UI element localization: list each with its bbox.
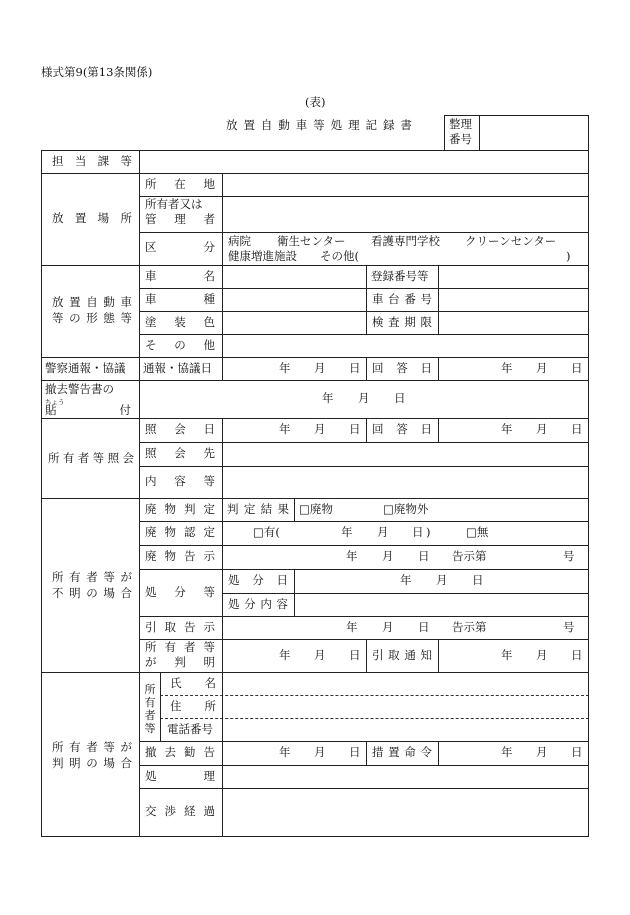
label-char: 命 (404, 745, 416, 759)
label-char: 渉 (164, 804, 176, 818)
vertical-char: 等 (144, 722, 156, 735)
hanmei-label-2 (52, 758, 132, 770)
date-year: 年 (279, 361, 291, 375)
form-title (226, 120, 412, 132)
label-char: 車 (372, 292, 384, 306)
kokujidai-label: 告示第 (452, 620, 487, 634)
nintei-mu[interactable]: □無 (466, 525, 489, 539)
label-char: の (174, 338, 186, 352)
date-day: 日 (571, 361, 583, 375)
hikitori-tsuchi-label (372, 650, 432, 662)
label-char: 自 (86, 295, 98, 309)
vertical-char: 者 (144, 709, 156, 722)
kubun-kango: 看護専門学校 (371, 234, 440, 248)
shozaichi-label (145, 179, 215, 191)
kubun-sonota: その他( (320, 249, 359, 263)
label-char: 会 (122, 451, 134, 465)
date-year: 年 (279, 648, 291, 662)
date-day: 日 (571, 648, 583, 662)
label-char: 容 (276, 597, 288, 611)
label-char: 取 (164, 620, 176, 634)
seiri-label-2: 番号 (449, 132, 472, 146)
label-char: 置 (388, 745, 400, 759)
label-char: 判 (184, 502, 196, 516)
label-char: 容 (174, 474, 186, 488)
label-char: の (86, 756, 98, 770)
label-char: 取 (388, 648, 400, 662)
date-day: 日 (349, 361, 361, 375)
check-haibutsugai[interactable]: □廃物外 (383, 502, 429, 516)
haibutsu-nintei-label (145, 527, 215, 539)
date-day: 日 (349, 745, 361, 759)
label-char: 等 (120, 311, 132, 325)
tekkyo-keikoku-label: 撤去警告書の (45, 382, 114, 396)
label-char: 答 (396, 361, 408, 375)
date-year: 年 (341, 525, 353, 539)
tanto-label (52, 156, 132, 168)
label-char: 名 (204, 676, 216, 690)
date-day: 日 (571, 422, 583, 436)
label-char: 種 (203, 292, 215, 306)
shobun-naiyou-label (228, 599, 288, 611)
label-char: 有 (69, 570, 81, 584)
label-char: 管 (145, 212, 157, 226)
label-char: 所 (204, 699, 216, 713)
label-char: 当 (74, 154, 87, 168)
label-char: 有 (164, 640, 176, 654)
label-char: 判 (52, 756, 64, 770)
shokai-bi-label (145, 424, 215, 436)
label-char: 住 (170, 699, 182, 713)
label-char: 在 (174, 177, 186, 191)
label-char: 会 (174, 446, 186, 460)
toroku-bango-label: 登録番号等 (371, 269, 429, 283)
date-year: 年 (501, 361, 513, 375)
label-char: 答 (396, 422, 408, 436)
label-char: 処 (145, 585, 157, 599)
shoyusha-ga-label-1 (145, 642, 215, 654)
vertical-char: 有 (144, 696, 156, 709)
label-char: 所 (145, 640, 157, 654)
date-year: 年 (400, 573, 412, 587)
label-char: 等 (92, 451, 105, 465)
label-char: 等 (52, 311, 64, 325)
fumei-label-1 (52, 572, 132, 584)
label-char: 等 (103, 570, 115, 584)
label-char: 車 (120, 295, 132, 309)
label-char: 認 (184, 525, 196, 539)
seiri-label-1: 整理 (449, 117, 472, 131)
label-char: 廃 (145, 549, 157, 563)
label-char: 放 (226, 118, 238, 132)
tsuho-kyogi-bi-label: 通報・協議日 (143, 361, 212, 375)
label-char: の (86, 586, 98, 600)
kensa-kigen-label (372, 317, 432, 329)
label-char: 定 (203, 525, 215, 539)
date-day: 日 (418, 549, 430, 563)
kaito-bi-label (372, 363, 432, 375)
label-char: 号 (420, 292, 432, 306)
label-char: が (120, 570, 132, 584)
label-char: 者 (184, 640, 196, 654)
label-char: 等 (203, 585, 215, 599)
shoyushato-vertical (144, 683, 156, 735)
shoyusha-ga-label-2 (145, 657, 215, 669)
tekkyo-kankoku-label (145, 747, 215, 759)
shamei-label (145, 271, 215, 283)
label-char: 有 (69, 740, 81, 754)
vertical-char: 所 (144, 683, 156, 696)
label-char: 去 (164, 745, 176, 759)
label-char: 果 (277, 502, 289, 516)
label-char: 物 (164, 549, 176, 563)
label-char: 示 (203, 620, 215, 634)
date-day: 日 (349, 422, 361, 436)
date-day: 日 (412, 525, 424, 539)
label-char: 放 (52, 211, 64, 225)
kokujidai-label: 告示第 (452, 549, 487, 563)
shobun-bi-label (228, 575, 288, 587)
form-number: 様式第9(第13条関係) (41, 65, 153, 79)
date-year: 年 (501, 422, 513, 436)
date-month: 月 (536, 648, 548, 662)
label-char: 限 (420, 315, 432, 329)
date-year: 年 (279, 745, 291, 759)
label-char: 交 (145, 804, 157, 818)
go-label: 号 (563, 620, 575, 634)
label-char: 所 (52, 570, 64, 584)
label-char: 判 (227, 502, 239, 516)
ruby-chou: ちょう (45, 398, 65, 406)
date-month: 月 (536, 422, 548, 436)
date-month: 月 (314, 361, 326, 375)
naiyou-label (145, 476, 215, 488)
date-day: 日 (349, 648, 361, 662)
label-char: 課 (97, 154, 110, 168)
date-month: 月 (382, 620, 394, 634)
kubun-close: ) (566, 249, 571, 263)
label-char: 処 (228, 573, 240, 587)
label-char: 日 (420, 361, 432, 375)
label-char: 過 (203, 804, 215, 818)
label-char: 告 (184, 620, 196, 634)
label-char: 明 (69, 586, 81, 600)
label-char: 分 (252, 573, 264, 587)
date-day: 日 (418, 620, 430, 634)
nintei-close: ) (426, 525, 431, 539)
label-char: 他 (203, 338, 215, 352)
label-char: 動 (278, 118, 290, 132)
date-month: 月 (436, 573, 448, 587)
label-char: 査 (388, 315, 400, 329)
sonota-label (145, 340, 215, 352)
label-char: 日 (420, 422, 432, 436)
label-char: 引 (372, 648, 384, 662)
date-year: 年 (501, 648, 513, 662)
label-char: 動 (103, 295, 115, 309)
label-char: 場 (103, 586, 115, 600)
label-char: 理 (174, 212, 186, 226)
keisatsu-label: 警察通報・協議 (45, 361, 126, 375)
label-char: 等 (203, 474, 215, 488)
label-char: 会 (174, 422, 186, 436)
kubun-clean: クリーンセンター (465, 234, 557, 248)
go-label: 号 (563, 549, 575, 563)
label-char: 等 (103, 740, 115, 754)
label-char: 形 (86, 311, 98, 325)
label-char: 通 (404, 648, 416, 662)
label-char: 区 (145, 240, 157, 254)
label-char: 照 (145, 422, 157, 436)
label-char: 車 (145, 269, 157, 283)
label-char: 塗 (145, 315, 157, 329)
label-char: 処 (228, 597, 240, 611)
label-char: 合 (120, 756, 132, 770)
kubun-byoin: 病院 (228, 234, 251, 248)
label-char: 録 (382, 118, 395, 132)
date-year: 年 (501, 745, 513, 759)
label-char: 色 (203, 315, 215, 329)
date-month: 月 (536, 745, 548, 759)
houchi-basho-label (52, 213, 132, 225)
label-char: 車 (295, 118, 308, 132)
shobun-label (145, 587, 215, 599)
date-day: 日 (394, 391, 406, 405)
label-char: 者 (86, 740, 98, 754)
label-char: 者 (86, 570, 98, 584)
haibutsu-hantei-label (145, 504, 215, 516)
label-char: 番 (404, 292, 416, 306)
label-char: 検 (372, 315, 384, 329)
label-char: 等 (313, 118, 325, 132)
kubun-eisei: 衛生センター (277, 234, 346, 248)
shadai-bango-label (372, 294, 432, 306)
label-char: 内 (145, 474, 157, 488)
date-year: 年 (322, 391, 334, 405)
label-char: 経 (184, 804, 196, 818)
date-month: 月 (314, 648, 326, 662)
date-month: 月 (314, 745, 326, 759)
label-char: 知 (420, 648, 432, 662)
label-char: 者 (77, 451, 90, 465)
label-char: 物 (164, 525, 176, 539)
label-char: そ (145, 338, 157, 352)
label-char: 理 (203, 769, 215, 783)
date-month: 月 (382, 549, 394, 563)
shoyusha-shokai-label (48, 453, 134, 465)
label-char: 地 (203, 177, 215, 191)
label-char: 勧 (184, 745, 196, 759)
label-char: 処 (330, 118, 343, 132)
tosou-label (145, 317, 215, 329)
label-char: 所 (52, 740, 64, 754)
label-char: 名 (203, 269, 215, 283)
date-year: 年 (346, 549, 358, 563)
label-char: 内 (260, 597, 272, 611)
date-year: 年 (346, 620, 358, 634)
label-char: が (120, 740, 132, 754)
label-char: 合 (120, 586, 132, 600)
label-char: 日 (276, 573, 288, 587)
label-char: の (69, 311, 81, 325)
label-char: 措 (372, 745, 384, 759)
shoyusha-kanrisha-label-1: 所有者又は (145, 197, 203, 211)
label-char: 貼 (45, 403, 57, 417)
label-char: 日 (203, 422, 215, 436)
sochi-meirei-label (372, 747, 432, 759)
jusho-label (170, 701, 216, 713)
label-char: 回 (372, 422, 384, 436)
label-char: 告 (184, 549, 196, 563)
label-char: 態 (103, 311, 115, 325)
label-char: 理 (348, 118, 360, 132)
label-char: 所 (120, 211, 132, 225)
shokai-saki-label (145, 448, 215, 460)
label-char: 書 (400, 118, 412, 132)
hanmei-label-1 (52, 742, 132, 754)
label-char: 物 (164, 502, 176, 516)
date-day: 日 (472, 573, 484, 587)
hantei-kekka-label (227, 504, 289, 516)
label-char: 等 (120, 154, 132, 168)
label-char: が (145, 655, 157, 669)
label-char: 所 (48, 451, 60, 465)
label-char: 分 (174, 585, 186, 599)
label-char: 担 (52, 154, 64, 168)
label-char: 判 (174, 655, 186, 669)
label-char: 処 (145, 769, 157, 783)
shimei-label (170, 678, 216, 690)
date-day: 日 (571, 745, 583, 759)
label-char: 先 (203, 446, 215, 460)
label-char: 示 (203, 549, 215, 563)
label-char: 場 (103, 756, 115, 770)
label-char: 所 (145, 177, 157, 191)
label-char: 期 (404, 315, 416, 329)
label-char: 結 (260, 502, 273, 516)
label-char: 明 (69, 756, 81, 770)
label-char: 置 (74, 211, 87, 225)
label-char: 分 (203, 240, 215, 254)
date-month: 月 (536, 361, 548, 375)
keitai-label-1 (52, 297, 132, 309)
fumei-label-2 (52, 588, 132, 600)
tenpu-label (45, 405, 131, 417)
label-char: 自 (260, 118, 273, 132)
omote-label: (表) (305, 95, 326, 109)
label-char: 照 (145, 446, 157, 460)
label-char: 等 (203, 640, 215, 654)
shoyusha-kanrisha-label-2 (145, 214, 215, 226)
label-char: 有 (62, 451, 75, 465)
label-char: 置 (243, 118, 255, 132)
label-char: 記 (365, 118, 377, 132)
label-char: 不 (52, 586, 64, 600)
label-char: 明 (203, 655, 215, 669)
label-char: 廃 (145, 525, 157, 539)
label-char: 分 (244, 597, 256, 611)
label-char: 氏 (170, 676, 182, 690)
haibutsu-kokuji-label (145, 551, 215, 563)
label-char: 装 (174, 315, 186, 329)
label-char: 令 (420, 745, 432, 759)
label-char: 付 (119, 403, 131, 417)
label-char: 者 (203, 212, 215, 226)
label-char: 台 (388, 292, 400, 306)
kaito-bi-label (372, 424, 432, 436)
check-haibutsu[interactable]: □廃物 (299, 502, 333, 516)
shashu-label (145, 294, 215, 306)
kosho-keika-label (145, 806, 215, 818)
hikitori-kokuji-label (145, 622, 215, 634)
label-char: 撤 (145, 745, 157, 759)
label-char: 場 (97, 211, 110, 225)
label-char: 回 (372, 361, 384, 375)
label-char: 置 (69, 295, 81, 309)
nintei-yu[interactable]: □有( (253, 525, 280, 539)
date-month: 月 (314, 422, 326, 436)
label-char: 放 (52, 295, 64, 309)
denwa-label: 電話番号 (167, 722, 213, 736)
keitai-label-2 (52, 313, 132, 325)
kubun-label (145, 242, 215, 254)
label-char: 照 (107, 451, 120, 465)
label-char: 廃 (145, 502, 157, 516)
label-char: 引 (145, 620, 157, 634)
date-year: 年 (279, 422, 291, 436)
label-char: 定 (203, 502, 215, 516)
label-char: 車 (145, 292, 157, 306)
date-month: 月 (358, 391, 370, 405)
date-month: 月 (377, 525, 389, 539)
label-char: 定 (243, 502, 256, 516)
shori-label (145, 771, 215, 783)
kubun-kenko: 健康増進施設 (228, 249, 297, 263)
label-char: 告 (203, 745, 215, 759)
